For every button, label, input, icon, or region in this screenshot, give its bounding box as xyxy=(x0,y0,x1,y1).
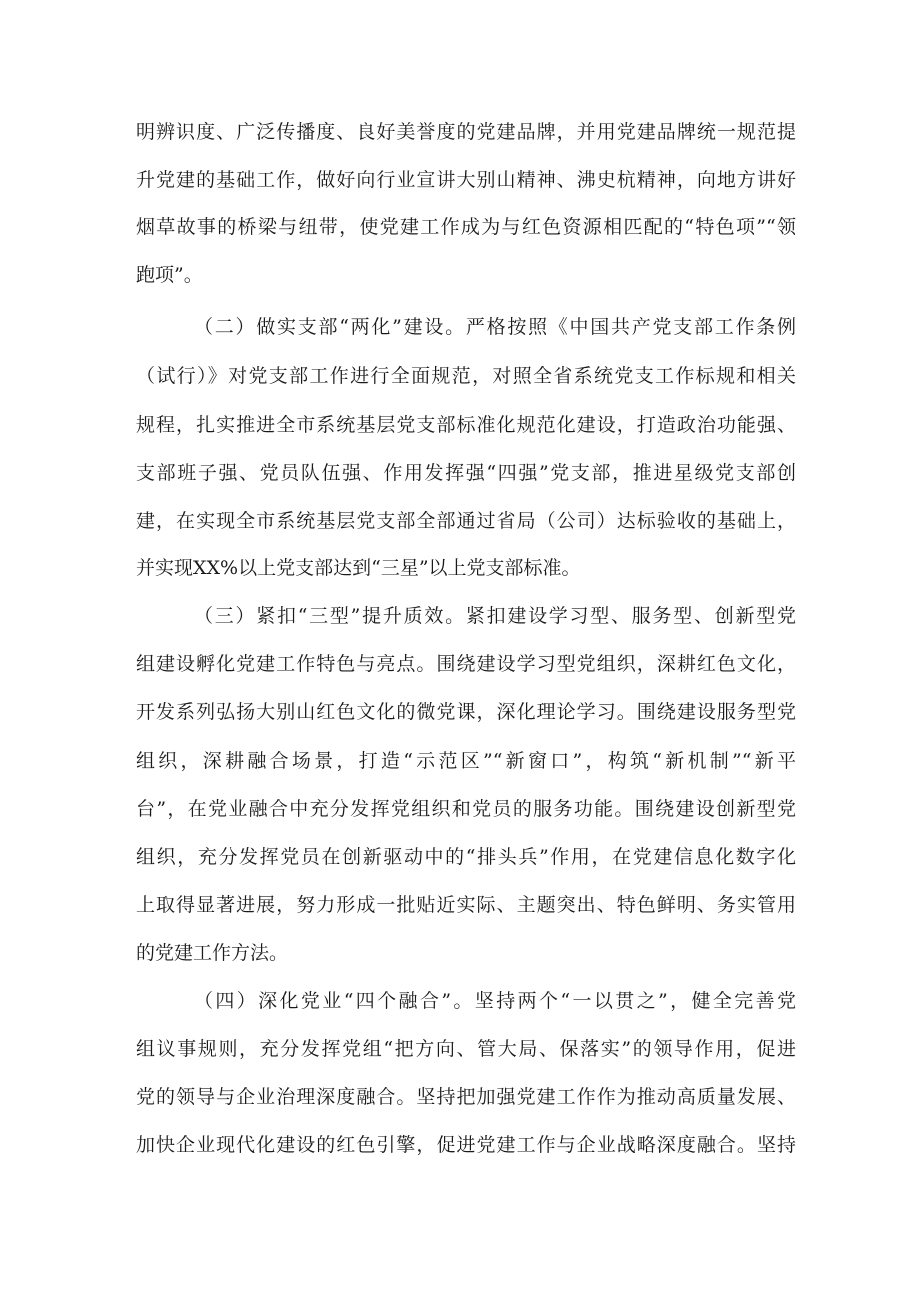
text-line: 烟草故事的桥梁与纽带，使党建工作成为与红色资源相匹配的“特色项”“领 xyxy=(136,216,796,238)
text-line: 支部班子强、党员队伍强、作用发挥强“四强”党支部，推进星级党支部创 xyxy=(136,462,796,484)
text-line: （四）深化党业“四个融合”。坚持两个“一以贯之”，健全完善党 xyxy=(194,990,796,1012)
text-line: 升党建的基础工作，做好向行业宣讲大别山精神、沸史杭精神，向地方讲好 xyxy=(136,169,796,191)
text-line: 的党建工作方法。 xyxy=(136,942,289,964)
text-line: 开发系列弘扬大别山红色文化的微党课，深化理论学习。围绕建设服务型党 xyxy=(136,701,796,723)
text-line: 明辨识度、广泛传播度、良好美誉度的党建品牌，并用党建品牌统一规范提 xyxy=(136,121,796,143)
text-line: 并实现XX%以上党支部达到“三星”以上党支部标准。 xyxy=(136,557,581,579)
text-line: 跑项”。 xyxy=(136,264,203,286)
text-line: 建，在实现全市系统基层党支部全部通过省局（公司）达标验收的基础上， xyxy=(136,510,796,532)
text-line: 规程，扎实推进全市系统基层党支部标准化规范化建设，打造政治功能强、 xyxy=(136,414,796,436)
text-line: 党的领导与企业治理深度融合。坚持把加强党建工作作为推动高质量发展、 xyxy=(136,1086,796,1108)
text-line: 组织，充分发挥党员在创新驱动中的“排头兵”作用，在党建信息化数字化 xyxy=(136,846,796,868)
text-line: 上取得显著进展，努力形成一批贴近实际、主题突出、特色鲜明、务实管用 xyxy=(136,894,796,916)
text-line: 组织，深耕融合场景，打造“示范区”“新窗口”，构筑“新机制”“新平 xyxy=(136,750,796,772)
text-line: 组建设孵化党建工作特色与亮点。围绕建设学习型党组织，深耕红色文化， xyxy=(136,653,796,675)
text-line: （试行）》对党支部工作进行全面规范，对照全省系统党支工作标规和相关 xyxy=(136,365,796,387)
text-line: 组议事规则，充分发挥党组“把方向、管大局、保落实”的领导作用，促进 xyxy=(136,1038,796,1060)
text-line: 加快企业现代化建设的红色引擎，促进党建工作与企业战略深度融合。坚持 xyxy=(136,1134,796,1156)
text-line: 台”，在党业融合中充分发挥党组织和党员的服务功能。围绕建设创新型党 xyxy=(136,798,796,820)
text-line: （三）紧扣“三型”提升质效。紧扣建设学习型、服务型、创新型党 xyxy=(194,605,796,627)
text-line: （二）做实支部“两化”建设。严格按照《中国共产党支部工作条例 xyxy=(194,316,796,338)
